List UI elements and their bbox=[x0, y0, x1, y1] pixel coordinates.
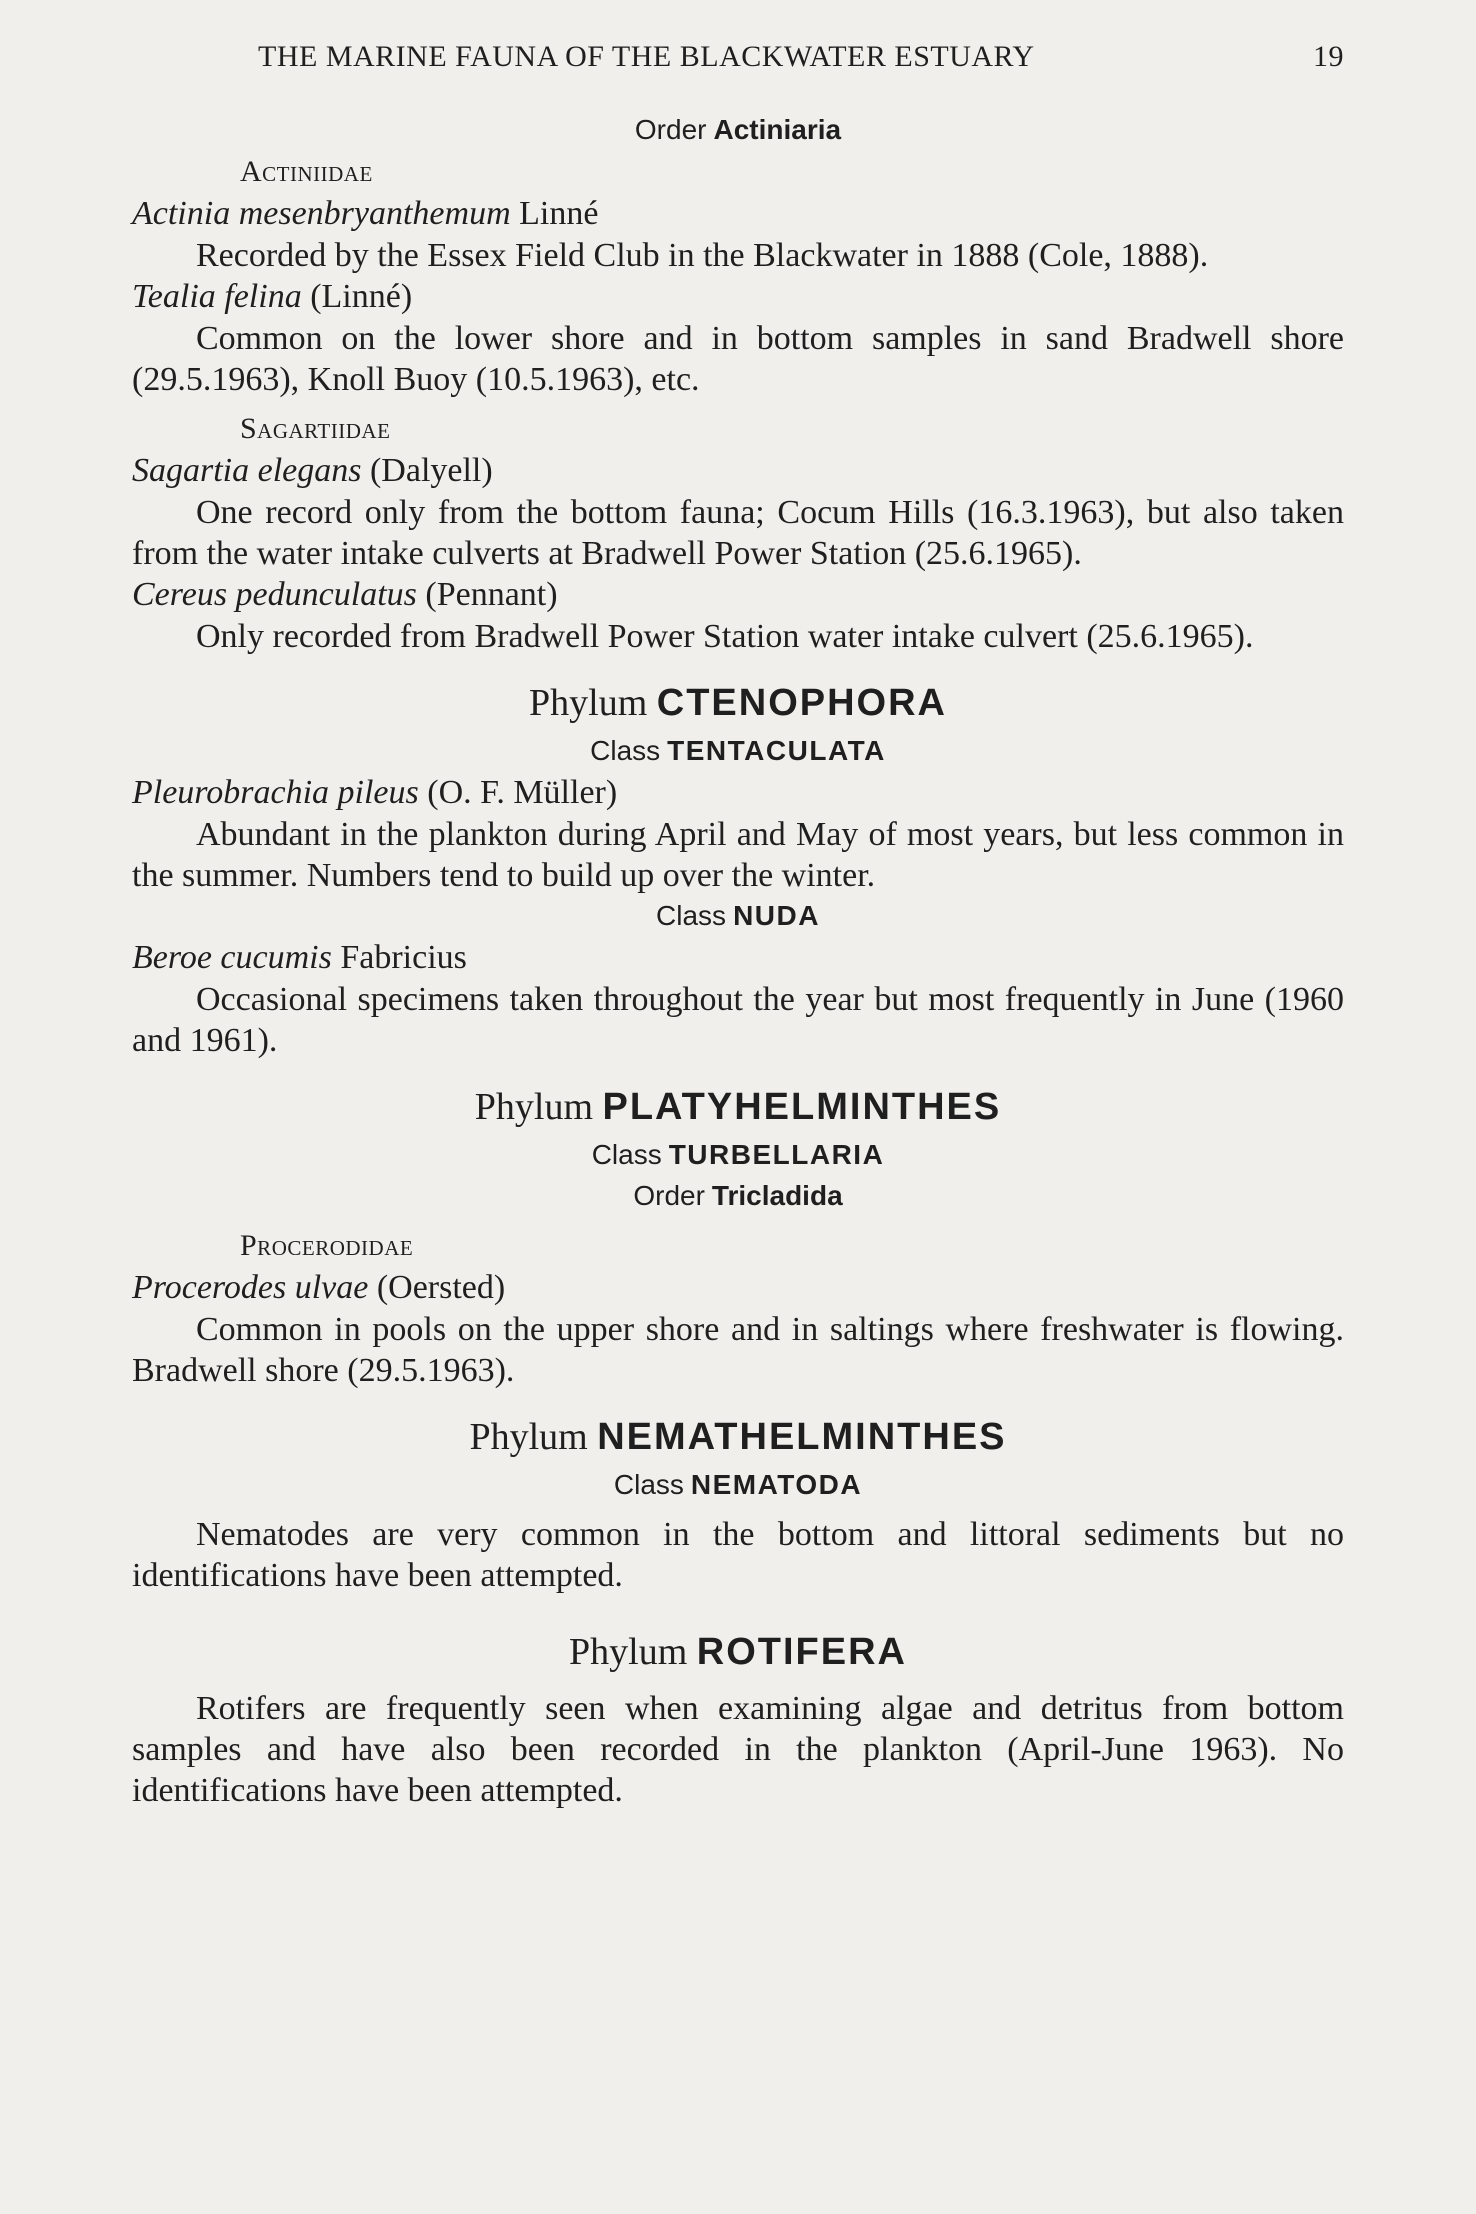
species-name: Tealia felina bbox=[132, 278, 302, 315]
species-author: (Dalyell) bbox=[361, 452, 493, 489]
phylum-name: PLATYHELMINTHES bbox=[602, 1086, 1002, 1128]
species-actinia bbox=[132, 193, 1344, 235]
class-heading-tentaculata bbox=[132, 731, 1344, 772]
class-name: TURBELLARIA bbox=[668, 1139, 885, 1170]
phylum-name: CTENOPHORA bbox=[656, 682, 947, 724]
species-procerodes bbox=[132, 1267, 1344, 1309]
species-name: Procerodes ulvae bbox=[132, 1269, 369, 1306]
order-name: Actiniaria bbox=[713, 114, 842, 145]
family-heading-sagartiidae: Sagartiidae bbox=[240, 412, 391, 445]
species-sagartia bbox=[132, 450, 1344, 492]
species-author: (O. F. Müller) bbox=[418, 774, 618, 811]
class-name: NEMATODA bbox=[690, 1469, 863, 1500]
class-label: Class bbox=[613, 1469, 684, 1500]
species-author: (Oersted) bbox=[368, 1269, 506, 1306]
species-author: Linné bbox=[510, 195, 599, 232]
species-note: One record only from the bottom fauna; Cocum Hills (16.3.1963), but also taken from the water intake culverts at Bradwell Power Station (25.6.1965). bbox=[132, 494, 1344, 572]
running-head: THE MARINE FAUNA OF THE BLACKWATER ESTUARY bbox=[258, 40, 1035, 73]
phylum-label: Phylum bbox=[529, 682, 648, 724]
phylum-name: NEMATHELMINTHES bbox=[597, 1416, 1007, 1458]
species-cereus bbox=[132, 574, 1344, 616]
species-name: Actinia mesenbryanthemum bbox=[132, 195, 511, 232]
phylum-heading-nemathelminthes bbox=[132, 1409, 1344, 1465]
order-name: Tricladida bbox=[711, 1180, 843, 1211]
species-note: Occasional specimens taken throughout the year but most frequently in June (1960 and 1961). bbox=[132, 981, 1344, 1059]
class-heading-nematoda bbox=[132, 1465, 1344, 1506]
species-note: Only recorded from Bradwell Power Station water intake culvert (25.6.1965). bbox=[196, 618, 1254, 655]
nematoda-note: Nematodes are very common in the bottom and littoral sediments but no identifications have been attempted. bbox=[132, 1516, 1344, 1594]
species-pleurobrachia bbox=[132, 772, 1344, 814]
species-note: Common on the lower shore and in bottom samples in sand Bradwell shore (29.5.1963), Knoll Buoy (10.5.1963), etc. bbox=[132, 320, 1344, 398]
class-name: TENTACULATA bbox=[667, 735, 886, 766]
species-note: Abundant in the plankton during April and May of most years, but less common in the summer. Numbers tend to build up over the winter. bbox=[132, 816, 1344, 894]
page-content bbox=[132, 110, 1344, 1811]
species-note: Common in pools on the upper shore and in saltings where freshwater is flowing. Bradwell shore (29.5.1963). bbox=[132, 1311, 1344, 1389]
class-label: Class bbox=[590, 735, 661, 766]
page-header bbox=[258, 40, 1344, 80]
phylum-heading-ctenophora bbox=[132, 675, 1344, 731]
phylum-name: ROTIFERA bbox=[696, 1631, 907, 1673]
order-label: Order bbox=[633, 1180, 705, 1211]
phylum-label: Phylum bbox=[469, 1416, 588, 1458]
species-author: Fabricius bbox=[331, 939, 467, 976]
species-note: Recorded by the Essex Field Club in the Blackwater in 1888 (Cole, 1888). bbox=[196, 237, 1209, 274]
class-heading-turbellaria bbox=[132, 1135, 1344, 1176]
order-heading-actiniaria bbox=[132, 110, 1344, 151]
class-name: NUDA bbox=[733, 900, 820, 931]
phylum-label: Phylum bbox=[474, 1086, 593, 1128]
species-name: Pleurobrachia pileus bbox=[132, 774, 419, 811]
species-name: Beroe cucumis bbox=[132, 939, 332, 976]
phylum-heading-platyhelminthes bbox=[132, 1079, 1344, 1135]
family-heading-procerodidae: Procerodidae bbox=[240, 1229, 414, 1262]
species-name: Sagartia elegans bbox=[132, 452, 362, 489]
order-label: Order bbox=[634, 114, 707, 145]
rotifera-note: Rotifers are frequently seen when examining algae and detritus from bottom samples and have also been recorded in the plankton (April-June 1963). No identifications have been attempted. bbox=[132, 1690, 1344, 1809]
class-label: Class bbox=[591, 1139, 662, 1170]
species-name: Cereus pedunculatus bbox=[132, 576, 417, 613]
class-label: Class bbox=[656, 900, 727, 931]
page-number: 19 bbox=[1313, 40, 1344, 73]
class-heading-nuda bbox=[132, 896, 1344, 937]
species-author: (Linné) bbox=[301, 278, 413, 315]
order-heading-tricladida bbox=[132, 1176, 1344, 1217]
phylum-label: Phylum bbox=[569, 1631, 688, 1673]
species-tealia bbox=[132, 276, 1344, 318]
family-heading-actiniidae: Actiniidae bbox=[240, 155, 373, 188]
species-author: (Pennant) bbox=[416, 576, 558, 613]
species-beroe bbox=[132, 937, 1344, 979]
phylum-heading-rotifera bbox=[132, 1624, 1344, 1680]
